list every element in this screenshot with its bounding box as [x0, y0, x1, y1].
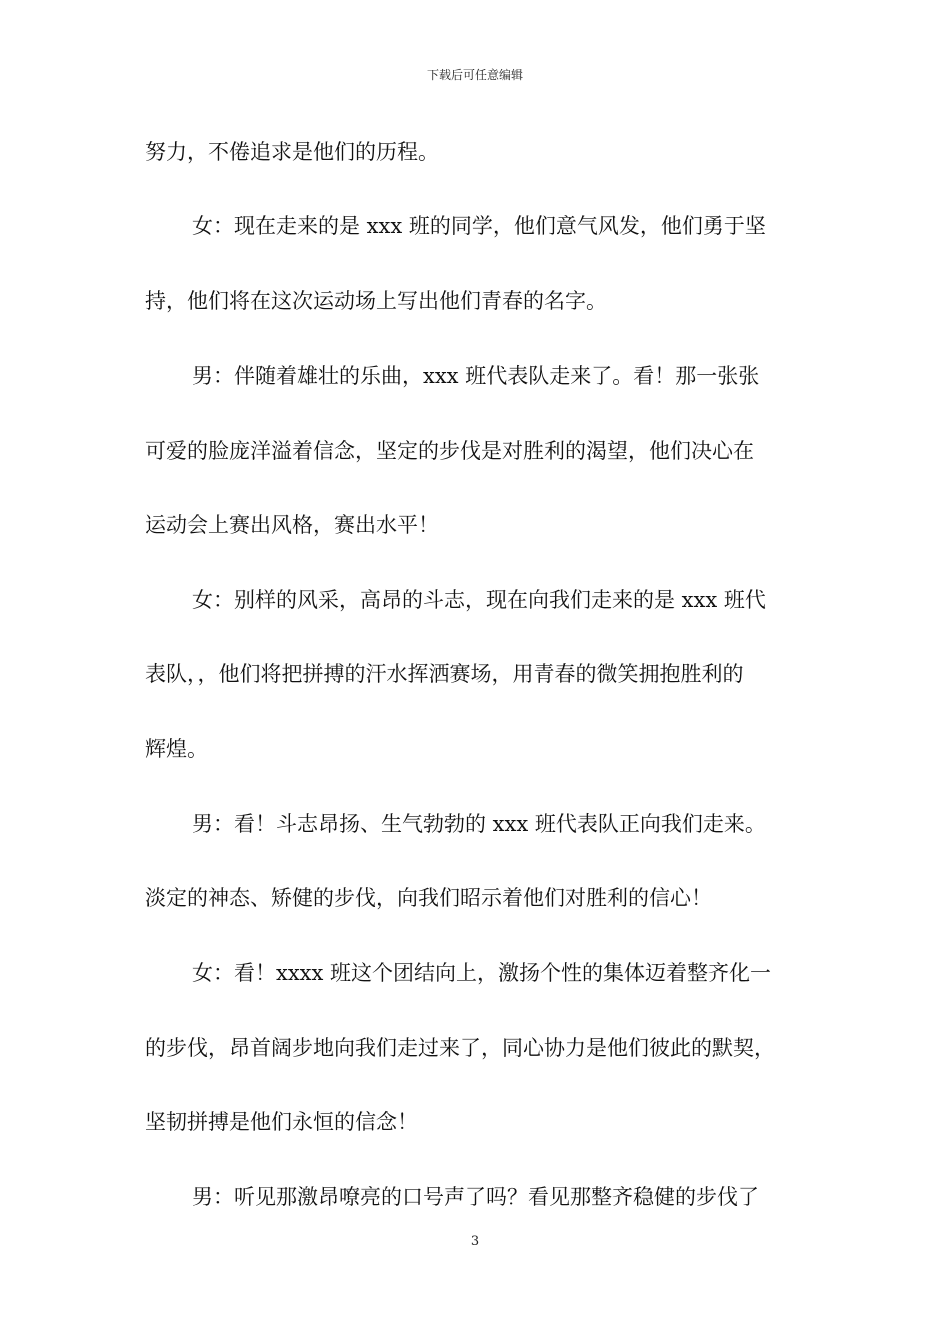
paragraph-line: 女：别样的风采，高昂的斗志，现在向我们走来的是 xxx 班代 — [192, 588, 766, 612]
text-line: 表队，，他们将把拼搏的汗水挥洒赛场，用青春的微笑拥抱胜利的 — [145, 662, 744, 686]
paragraph-line: 女：现在走来的是 xxx 班的同学，他们意气风发，他们勇于坚 — [192, 214, 766, 238]
text-line: 的步伐，昂首阔步地向我们走过来了，同心协力是他们彼此的默契， — [145, 1036, 775, 1060]
text-line: 淡定的神态、矫健的步伐，向我们昭示着他们对胜利的信心！ — [145, 886, 712, 910]
page-header: 下载后可任意编辑 — [426, 68, 523, 82]
text-line: 坚韧拼搏是他们永恒的信念！ — [145, 1110, 418, 1134]
text-line: 持，他们将在这次运动场上写出他们青春的名字。 — [145, 289, 607, 313]
text-line: 可爱的脸庞洋溢着信念，坚定的步伐是对胜利的渴望，他们决心在 — [145, 439, 754, 463]
paragraph-line: 男：听见那激昂嘹亮的口号声了吗？看见那整齐稳健的步伐了 — [192, 1185, 759, 1209]
page-number: 3 — [470, 1234, 480, 1249]
text-line: 努力，不倦追求是他们的历程。 — [145, 140, 439, 164]
text-line: 运动会上赛出风格，赛出水平！ — [145, 513, 439, 537]
paragraph-line: 男：伴随着雄壮的乐曲，xxx 班代表队走来了。看！那一张张 — [192, 364, 760, 388]
paragraph-line: 女：看！xxxx 班这个团结向上，激扬个性的集体迈着整齐化一 — [192, 961, 772, 985]
text-line: 辉煌。 — [145, 737, 208, 761]
paragraph-line: 男：看！斗志昂扬、生气勃勃的 xxx 班代表队正向我们走来。 — [192, 812, 766, 836]
